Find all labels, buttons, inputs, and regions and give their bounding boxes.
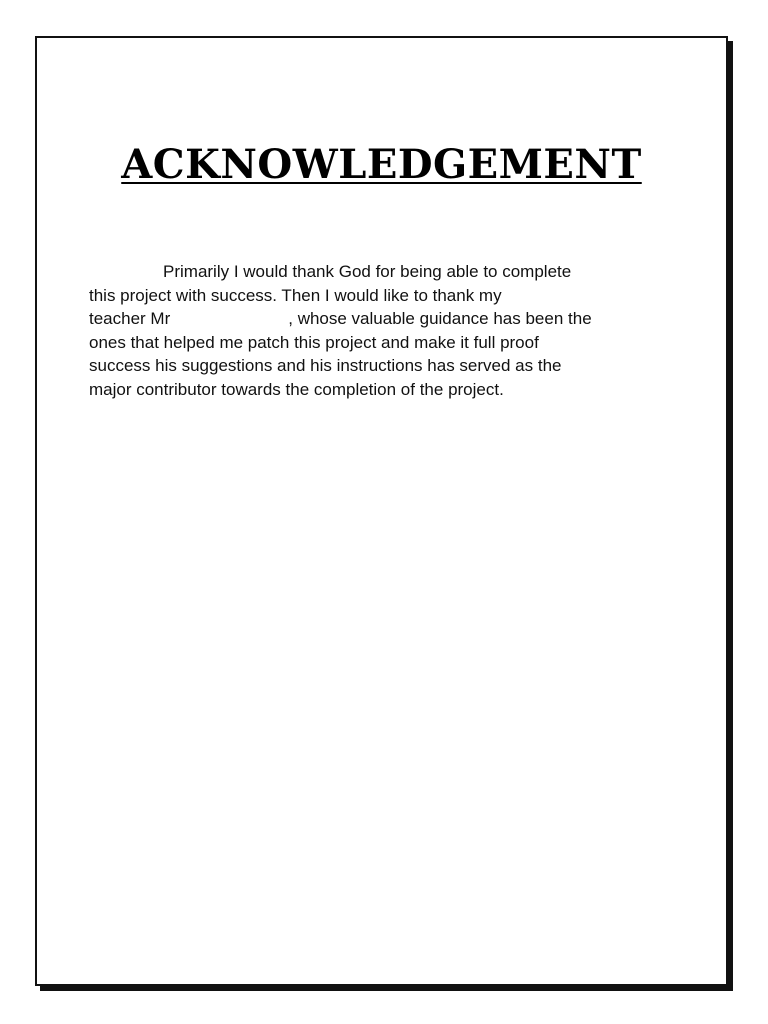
paragraph-line-3 [89, 307, 659, 331]
paragraph-line-6: major contributor towards the completion of the project. [89, 379, 504, 399]
acknowledgement-paragraph [89, 260, 659, 401]
paragraph-line-4: ones that helped me patch this project and make it full proof [89, 332, 539, 352]
paragraph-line-1: Primarily I would thank God for being able to complete [163, 262, 572, 281]
teacher-suffix: , whose valuable guidance has been the [288, 309, 592, 328]
teacher-prefix: teacher Mr [89, 309, 171, 328]
paragraph-line-2: this project with success. Then I would like to thank my [89, 285, 502, 305]
paragraph-line-5: success his suggestions and his instructions has served as the [89, 356, 562, 375]
document-page [35, 36, 728, 986]
page-title [37, 142, 726, 188]
page-title-text: ACKNOWLEDGEMENT [121, 141, 642, 188]
